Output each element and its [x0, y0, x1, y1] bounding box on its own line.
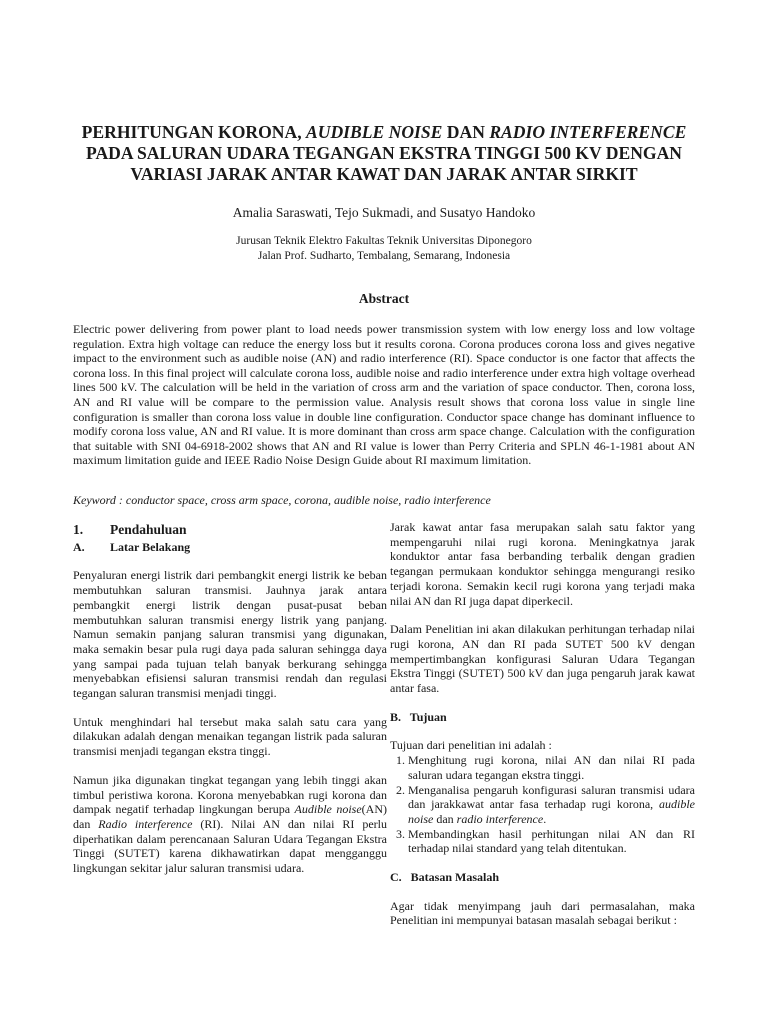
paper-title: [60, 122, 708, 185]
title-line-3: VARIASI JARAK ANTAR KAWAT DAN JARAK ANTAR SIRKIT: [130, 164, 638, 184]
list-item: 3. Membandingkan hasil perhitungan nilai AN dan RI terhadap nilai standard yang telah ditentukan.: [408, 827, 695, 856]
affiliation-line-2: Jalan Prof. Sudharto, Tembalang, Semarang, Indonesia: [257, 250, 511, 262]
paragraph: Tujuan dari penelitian ini adalah :: [390, 738, 552, 753]
paragraph: Agar tidak menyimpang jauh dari permasalahan, maka Penelitian ini mempunyai batasan masalah sebagai berikut :: [390, 898, 695, 928]
list-item: 1. Menghitung rugi korona, nilai AN dan nilai RI pada saluran udara tegangan ekstra tinggi.: [408, 753, 695, 782]
left-column: [73, 523, 387, 890]
section-number: 1.: [73, 522, 84, 537]
subsection-heading-a: [73, 540, 387, 555]
affiliation-line-1: Jurusan Teknik Elektro Fakultas Teknik Universitas Diponegoro: [236, 235, 532, 247]
paragraph: Dalam Penelitian ini akan dilakukan perhitungan terhadap nilai rugi korona, AN dan RI pada SUTET 500 kV dengan mempertimbangkan konfigurasi Saluran Udara Tegangan Ekstra Tinggi (SUTET) 500 kV dan juga pengaruh jarak kawat antar fasa.: [390, 622, 695, 696]
subsection-title: Latar Belakang: [110, 539, 191, 554]
section-heading: [73, 523, 387, 538]
subsection-heading-c: C. Batasan Masalah: [390, 870, 500, 885]
section-title: Pendahuluan: [110, 522, 187, 537]
abstract-heading: Abstract: [358, 291, 410, 306]
paragraph: Untuk menghindari hal tersebut maka salah satu cara yang dilakukan adalah dengan menaikan tegangan listrik pada saluran transmisi menjadi tegangan ekstra tinggi.: [73, 714, 387, 759]
affiliation: [0, 234, 768, 264]
paragraph: Penyaluran energi listrik dari pembangkit energi listrik ke beban membutuhkan saluran transmisi. Jauhnya jarak antara pembangkit energi listrik dengan pusat-pusat beban membutuhkan saluran transmisi energy listrik yang panjang. Namun semakin panjang saluran transmisi yang digunakan, maka semakin besar pula rugi daya pada saluran sehingga daya yang sampai pada tujuan telah banyak berkurang sehingga menyebabkan efisiensi saluran transmisi rendah dan regulasi tegangan saluran transmisi menjadi tinggi.: [73, 568, 387, 701]
list-item: 2. Menganalisa pengaruh konfigurasi saluran transmisi udara dan jarakkawat antar fasa terhadap rugi korona, audible noise dan radio interference.: [408, 783, 695, 827]
subsection-number: A.: [73, 539, 85, 554]
keywords: Keyword : conductor space, cross arm space, corona, audible noise, radio interference: [73, 493, 491, 507]
title-line-1: PERHITUNGAN KORONA, AUDIBLE NOISE DAN RADIO INTERFERENCE: [81, 122, 687, 142]
paragraph: Namun jika digunakan tingkat tegangan yang lebih tinggi akan timbul peristiwa korona. Korona menyebabkan rugi korona dan dampak negatif terhadap lingkungan berupa Audible noise(AN) dan Radio interference (RI). Nilai AN dan nilai RI perlu diperhatikan dalam perencanaan Saluran Udara Tegangan Ekstra Tinggi (SUTET) karena dikhawatirkan dapat mengganggu lingkungan sekitar jalur saluran transmisi udara.: [73, 772, 387, 876]
subsection-heading-b: B. Tujuan: [390, 709, 447, 724]
paragraph: Jarak kawat antar fasa merupakan salah satu faktor yang mempengaruhi nilai rugi korona. Meningkatnya jarak konduktor antar fasa berbanding terbalik dengan gradien tegangan permukaan konduktor sehingga mengurangi resiko terjadi korona. Semakin kecil rugi korona yang terjadi maka nilai AN dan RI juga dapat diperkecil.: [390, 520, 695, 608]
author-list: Amalia Saraswati, Tejo Sukmadi, and Susatyo Handoko: [232, 205, 536, 220]
objectives-list: [390, 753, 695, 856]
title-line-2: PADA SALURAN UDARA TEGANGAN EKSTRA TINGGI 500 KV DENGAN: [86, 143, 682, 163]
abstract-text: Electric power delivering from power plant to load needs power transmission system with low energy loss and low voltage regulation. Extra high voltage can reduce the energy loss but it results corona. Corona produces corona loss and gives negative impact to the environment such as audible noise (AN) and radio interference (RI). Space conductor is one factor that affects the corona loss. In this final project will calculate corona loss, audible noise and radio interference under extra high voltage overhead lines 500 kV. The calculation will be held in the variation of cross arm and the variation of space conductor. Then, corona loss, AN and RI value will be compare to the permission value. Analysis result shows that corona loss value in single line configuration is smaller than corona loss value in double line configuration. Conductor space change has dominant influence to modify corona loss value, AN and RI value. It is more dominant than cross arm space change. Calculation with the configuration that suitable with SNI 04-6918-2002 shows that AN and RI value is lower than Perry Criteria and SPLN 46-1-1981 about AN maximum limitation guide and IEEE Radio Noise Design Guide about RI maximum limitation.: [73, 322, 695, 468]
right-column: [390, 520, 695, 942]
